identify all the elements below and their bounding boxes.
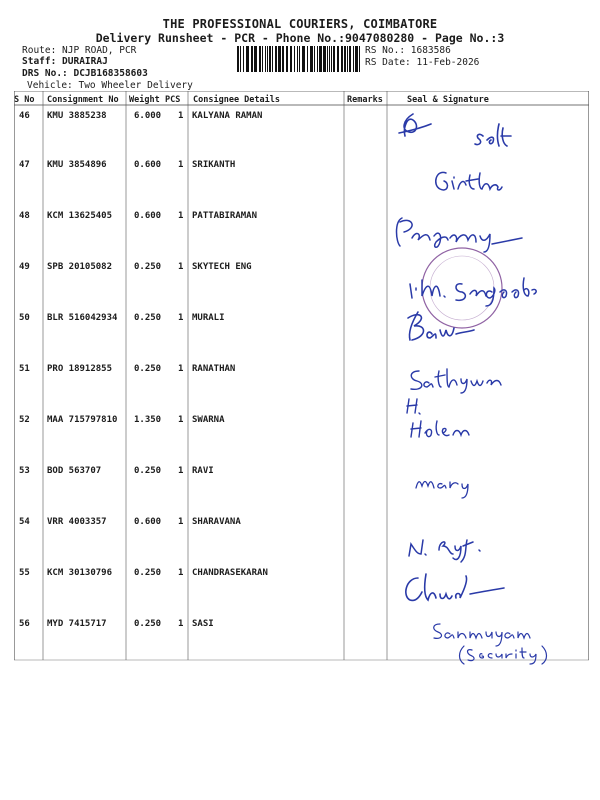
runsheet-subtitle: Delivery Runsheet - PCR - Phone No.:9047080280 - Page No.:3 [95, 31, 505, 45]
col-header-consignment: Consignment No [47, 95, 119, 105]
row-weight: 0.250 [134, 313, 162, 323]
row-weight: 0.250 [134, 619, 162, 629]
col-header-remarks: Remarks [347, 95, 383, 105]
row-sno: 52 [19, 415, 30, 425]
col-header-consignee: Consignee Details [193, 95, 280, 105]
row-consignment-no: KCM 30130796 [47, 568, 113, 578]
row-consignment-no: BLR 516042934 [47, 313, 118, 323]
row-pcs: 1 [178, 364, 184, 374]
col-header-pcs: PCS [165, 95, 181, 105]
row-sno: 50 [19, 313, 30, 323]
row-consignment-no: MYD 7415717 [47, 619, 107, 629]
col-header-weight: Weight [129, 95, 160, 105]
signature-image [412, 470, 482, 504]
rs-number: RS No.: 1683586 [365, 45, 451, 56]
row-weight: 6.000 [134, 111, 162, 121]
row-pcs: 1 [178, 211, 184, 221]
row-consignee: CHANDRASEKARAN [192, 568, 268, 578]
row-sno: 56 [19, 619, 30, 629]
row-weight: 0.250 [134, 466, 162, 476]
row-sno: 53 [19, 466, 30, 476]
row-pcs: 1 [178, 619, 184, 629]
row-weight: 0.250 [134, 568, 162, 578]
signature-image [405, 363, 515, 397]
drs-number: DRS No.: DCJB168358603 [22, 68, 148, 79]
row-consignee: KALYANA RAMAN [192, 111, 263, 121]
signature-image [395, 106, 525, 155]
row-sno: 49 [19, 262, 30, 272]
row-consignee: MURALI [192, 313, 225, 323]
row-weight: 0.600 [134, 160, 162, 170]
row-weight: 1.350 [134, 415, 162, 425]
signature-image [428, 618, 568, 672]
vehicle-text: Vehicle: Two Wheeler Delivery [27, 80, 193, 91]
row-consignee: SHARAVANA [192, 517, 241, 527]
row-weight: 0.600 [134, 211, 162, 221]
row-consignee: SRIKANTH [192, 160, 236, 170]
row-weight: 0.250 [134, 262, 162, 272]
row-sno: 47 [19, 160, 30, 170]
row-consignment-no: SPB 20105082 [47, 262, 113, 272]
row-consignment-no: KMU 3885238 [47, 111, 107, 121]
row-consignee: PATTABIRAMAN [192, 211, 258, 221]
row-consignment-no: KCM 13625405 [47, 211, 113, 221]
row-consignment-no: VRR 4003357 [47, 517, 107, 527]
row-pcs: 1 [178, 160, 184, 170]
row-consignee: SKYTECH ENG [192, 262, 252, 272]
row-sno: 54 [19, 517, 30, 527]
row-consignment-no: MAA 715797810 [47, 415, 118, 425]
row-consignee: SWARNA [192, 415, 225, 425]
runsheet-title: THE PROFESSIONAL COURIERS, COIMBATORE [162, 17, 438, 31]
row-sno: 55 [19, 568, 30, 578]
row-consignee: SASI [192, 619, 214, 629]
rs-date: RS Date: 11-Feb-2026 [365, 57, 480, 68]
row-pcs: 1 [178, 262, 184, 272]
row-pcs: 1 [178, 313, 184, 323]
signature-image [403, 395, 483, 444]
route-text: Route: NJP ROAD, PCR [22, 45, 137, 56]
row-consignee: RAVI [192, 466, 214, 476]
row-pcs: 1 [178, 568, 184, 578]
signature-image [405, 528, 505, 567]
barcode-image [237, 46, 361, 72]
staff-text: Staff: DURAIRAJ [22, 56, 108, 67]
signature-image [398, 308, 478, 352]
row-pcs: 1 [178, 111, 184, 121]
row-pcs: 1 [178, 466, 184, 476]
row-pcs: 1 [178, 415, 184, 425]
signature-image [400, 570, 510, 614]
row-consignment-no: PRO 18912855 [47, 364, 113, 374]
row-sno: 48 [19, 211, 30, 221]
row-consignment-no: KMU 3854896 [47, 160, 107, 170]
row-weight: 0.250 [134, 364, 162, 374]
col-header-sno: S No [14, 95, 35, 105]
row-pcs: 1 [178, 517, 184, 527]
row-consignee: RANATHAN [192, 364, 236, 374]
row-sno: 51 [19, 364, 30, 374]
row-consignment-no: BOD 563707 [47, 466, 102, 476]
row-weight: 0.600 [134, 517, 162, 527]
signature-image [430, 165, 530, 199]
col-header-seal: Seal & Signature [407, 95, 489, 105]
row-sno: 46 [19, 111, 30, 121]
